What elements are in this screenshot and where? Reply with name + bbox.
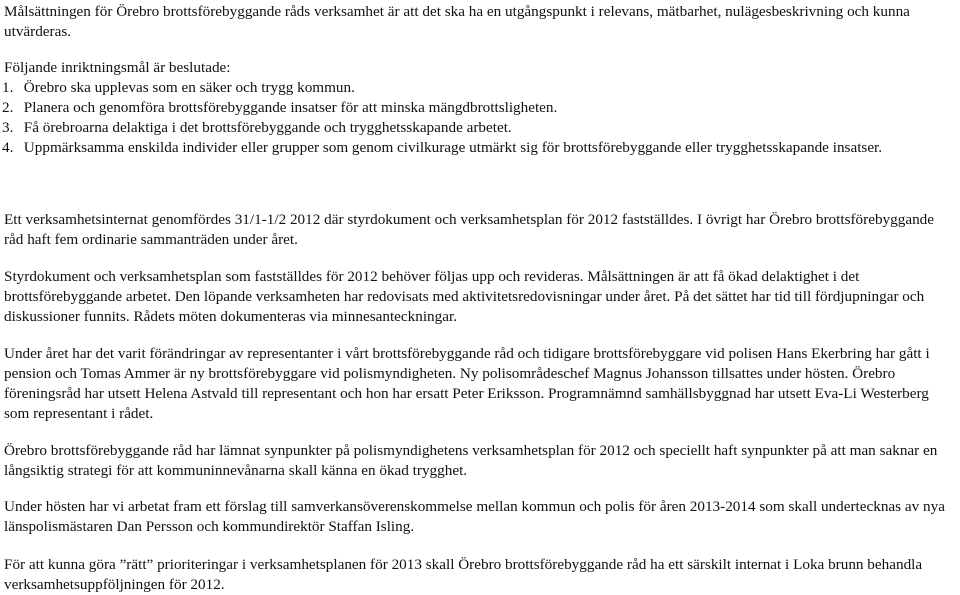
goal-text: Örebro ska upplevas som en säker och trygg kommun. — [23, 79, 355, 96]
goal-item — [2, 138, 955, 158]
paragraph-prioriteringar: För att kunna göra ”rätt” prioriteringar i verksamhetsplanen för 2013 skall Örebro brottsförebyggande råd ha ett särskilt internat i Loka brunn behandla verksamhetsuppföljningen för 2012. — [4, 556, 923, 593]
goal-text: Uppmärksamma enskilda individer eller grupper som genom civilkurage utmärkt sig för brottsförebyggande eller trygghetsskapande insatser. — [23, 139, 883, 156]
paragraph-representanter: Under året har det varit förändringar av representanter i vårt brottsförebyggande råd och tidigare brottsförebyggare vid polisen Hans Ekerbring har gått i pension och Tomas Ammer är ny brottsförebyggare vid polismyndigheten. Ny polisområdeschef Magnus Johansson tillsattes under hösten. Örebro föreningsråd har utsett Helena Astvald till representant och hon har ersatt Peter Eriksson. Programnämnd samhällsbyggnad har utsett Eva-Li Westerberg som representant i rådet. — [4, 345, 930, 422]
goals-heading: Följande inriktningsmål är beslutade: — [4, 59, 231, 76]
goal-text: Få örebroarna delaktiga i det brottsförebyggande och trygghetsskapande arbetet. — [23, 119, 512, 136]
goal-number: 3. — [2, 119, 14, 136]
paragraph-synpunkter: Örebro brottsförebyggande råd har lämnat synpunkter på polismyndighetens verksamhetsplan för 2012 och speciellt haft synpunkter på att man saknar en långsiktig strategi för att kommuninnevånarna skall känna en ökad trygghet. — [4, 442, 938, 479]
goal-number: 1. — [2, 79, 14, 96]
goal-text: Planera och genomföra brottsförebyggande insatser för att minska mängdbrottsligheten. — [23, 99, 558, 116]
goal-number: 2. — [2, 99, 14, 116]
goal-item — [2, 118, 955, 138]
goal-item — [2, 78, 955, 98]
goal-number: 4. — [2, 139, 14, 156]
intro-paragraph: Målsättningen för Örebro brottsförebyggande råds verksamhet är att det ska ha en utgångspunkt i relevans, mätbarhet, nulägesbeskrivning och kunna utvärderas. — [4, 3, 910, 40]
paragraph-samverkan: Under hösten har vi arbetat fram ett förslag till samverkansöverenskommelse mellan kommun och polis för åren 2013-2014 som skall undertecknas av nya länspolismästaren Dan Persson och kommundirektör Staffan Isling. — [4, 498, 945, 535]
paragraph-internat: Ett verksamhetsinternat genomfördes 31/1-1/2 2012 där styrdokument och verksamhetsplan för 2012 fastställdes. I övrigt har Örebro brottsförebyggande råd haft fem ordinarie sammanträden under året. — [4, 211, 934, 248]
goal-item — [2, 98, 955, 118]
paragraph-styrdokument: Styrdokument och verksamhetsplan som fastställdes för 2012 behöver följas upp och revideras. Målsättningen är att få ökad delaktighet i det brottsförebyggande arbetet. Den löpande verksamheten har redovisats med aktivitetsredovisningar under året. På det sättet har tid till fördjupningar och diskussioner funnits. Rådets möten dokumenteras via minnesanteckningar. — [4, 268, 925, 325]
